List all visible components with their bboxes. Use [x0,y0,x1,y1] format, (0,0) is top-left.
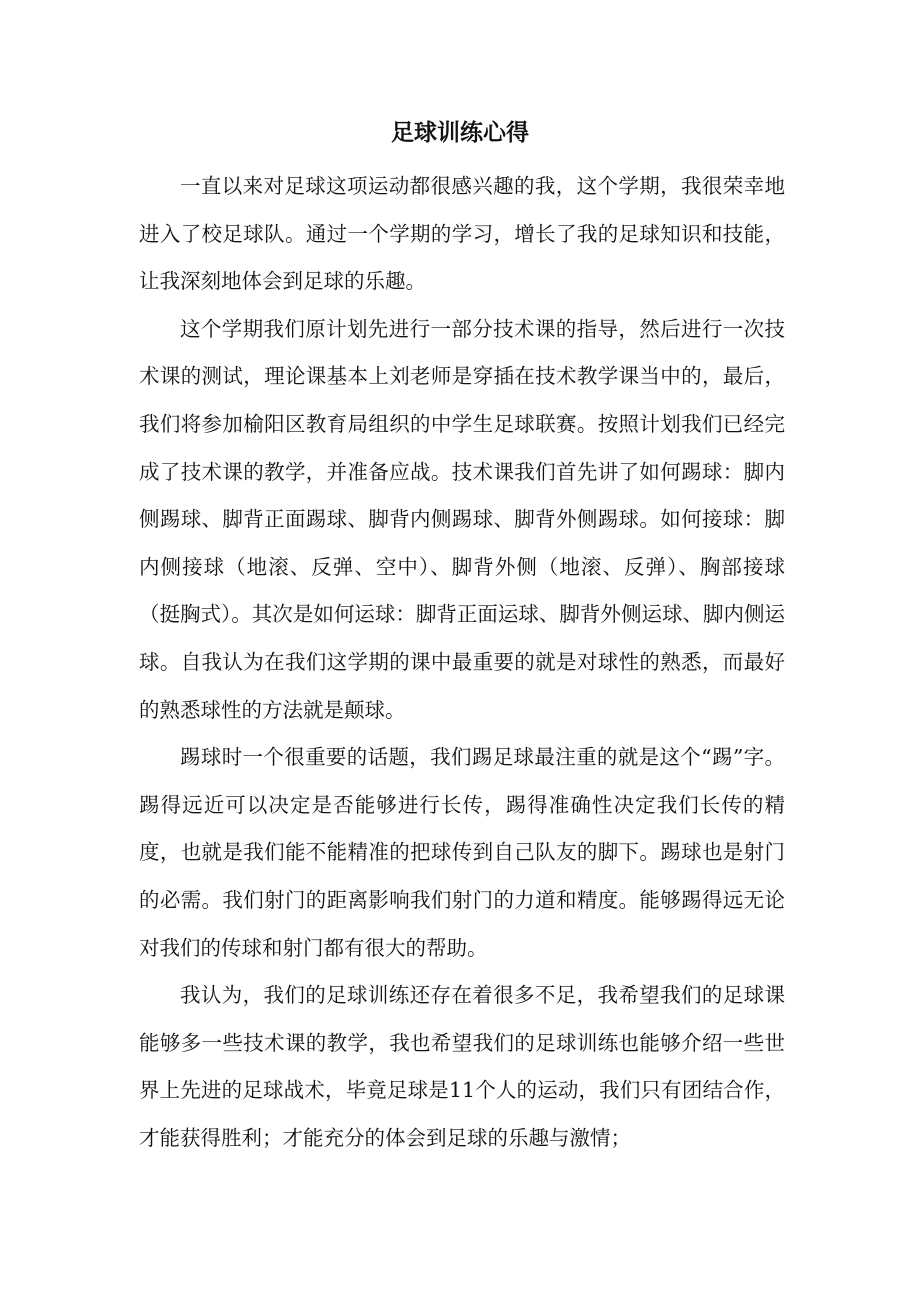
paragraph-kicking: 踢球时一个很重要的话题，我们踢足球最注重的就是这个“踢”字。踢得远近可以决定是否能够进行长传，踢得准确性决定我们长传的精度，也就是我们能不能精准的把球传到自己队友的脚下。踢球也是射门的必需。我们射门的距离影响我们射门的力道和精度。能够踢得远无论对我们的传球和射门都有很大的帮助。 [139,745,785,960]
paragraph-reflection: 我认为，我们的足球训练还存在着很多不足，我希望我们的足球课能够多一些技术课的教学，我也希望我们的足球训练也能够介绍一些世界上先进的足球战术，毕竟足球是11个人的运动，我们只有团结合作，才能获得胜利；才能充分的体会到足球的乐趣与激情； [139,983,785,1150]
document-title: 足球训练心得 [391,119,529,146]
document-body [139,163,785,1162]
paragraph-technical-course: 这个学期我们原计划先进行一部分技术课的指导，然后进行一次技术课的测试，理论课基本上刘老师是穿插在技术教学课当中的，最后，我们将参加榆阳区教育局组织的中学生足球联赛。按照计划我们已经完成了技术课的教学，并准备应战。技术课我们首先讲了如何踢球：脚内侧踢球、脚背正面踢球、脚背内侧踢球、脚背外侧踢球。如何接球：脚内侧接球（地滚、反弹、空中）、脚背外侧（地滚、反弹）、胸部接球（挺胸式）。其次是如何运球：脚背正面运球、脚背外侧运球、脚内侧运球。自我认为在我们这学期的课中最重要的就是对球性的熟悉，而最好的熟悉球性的方法就是颠球。 [139,316,785,722]
paragraph-intro: 一直以来对足球这项运动都很感兴趣的我，这个学期，我很荣幸地进入了校足球队。通过一个学期的学习，增长了我的足球知识和技能，让我深刻地体会到足球的乐趣。 [139,174,785,294]
